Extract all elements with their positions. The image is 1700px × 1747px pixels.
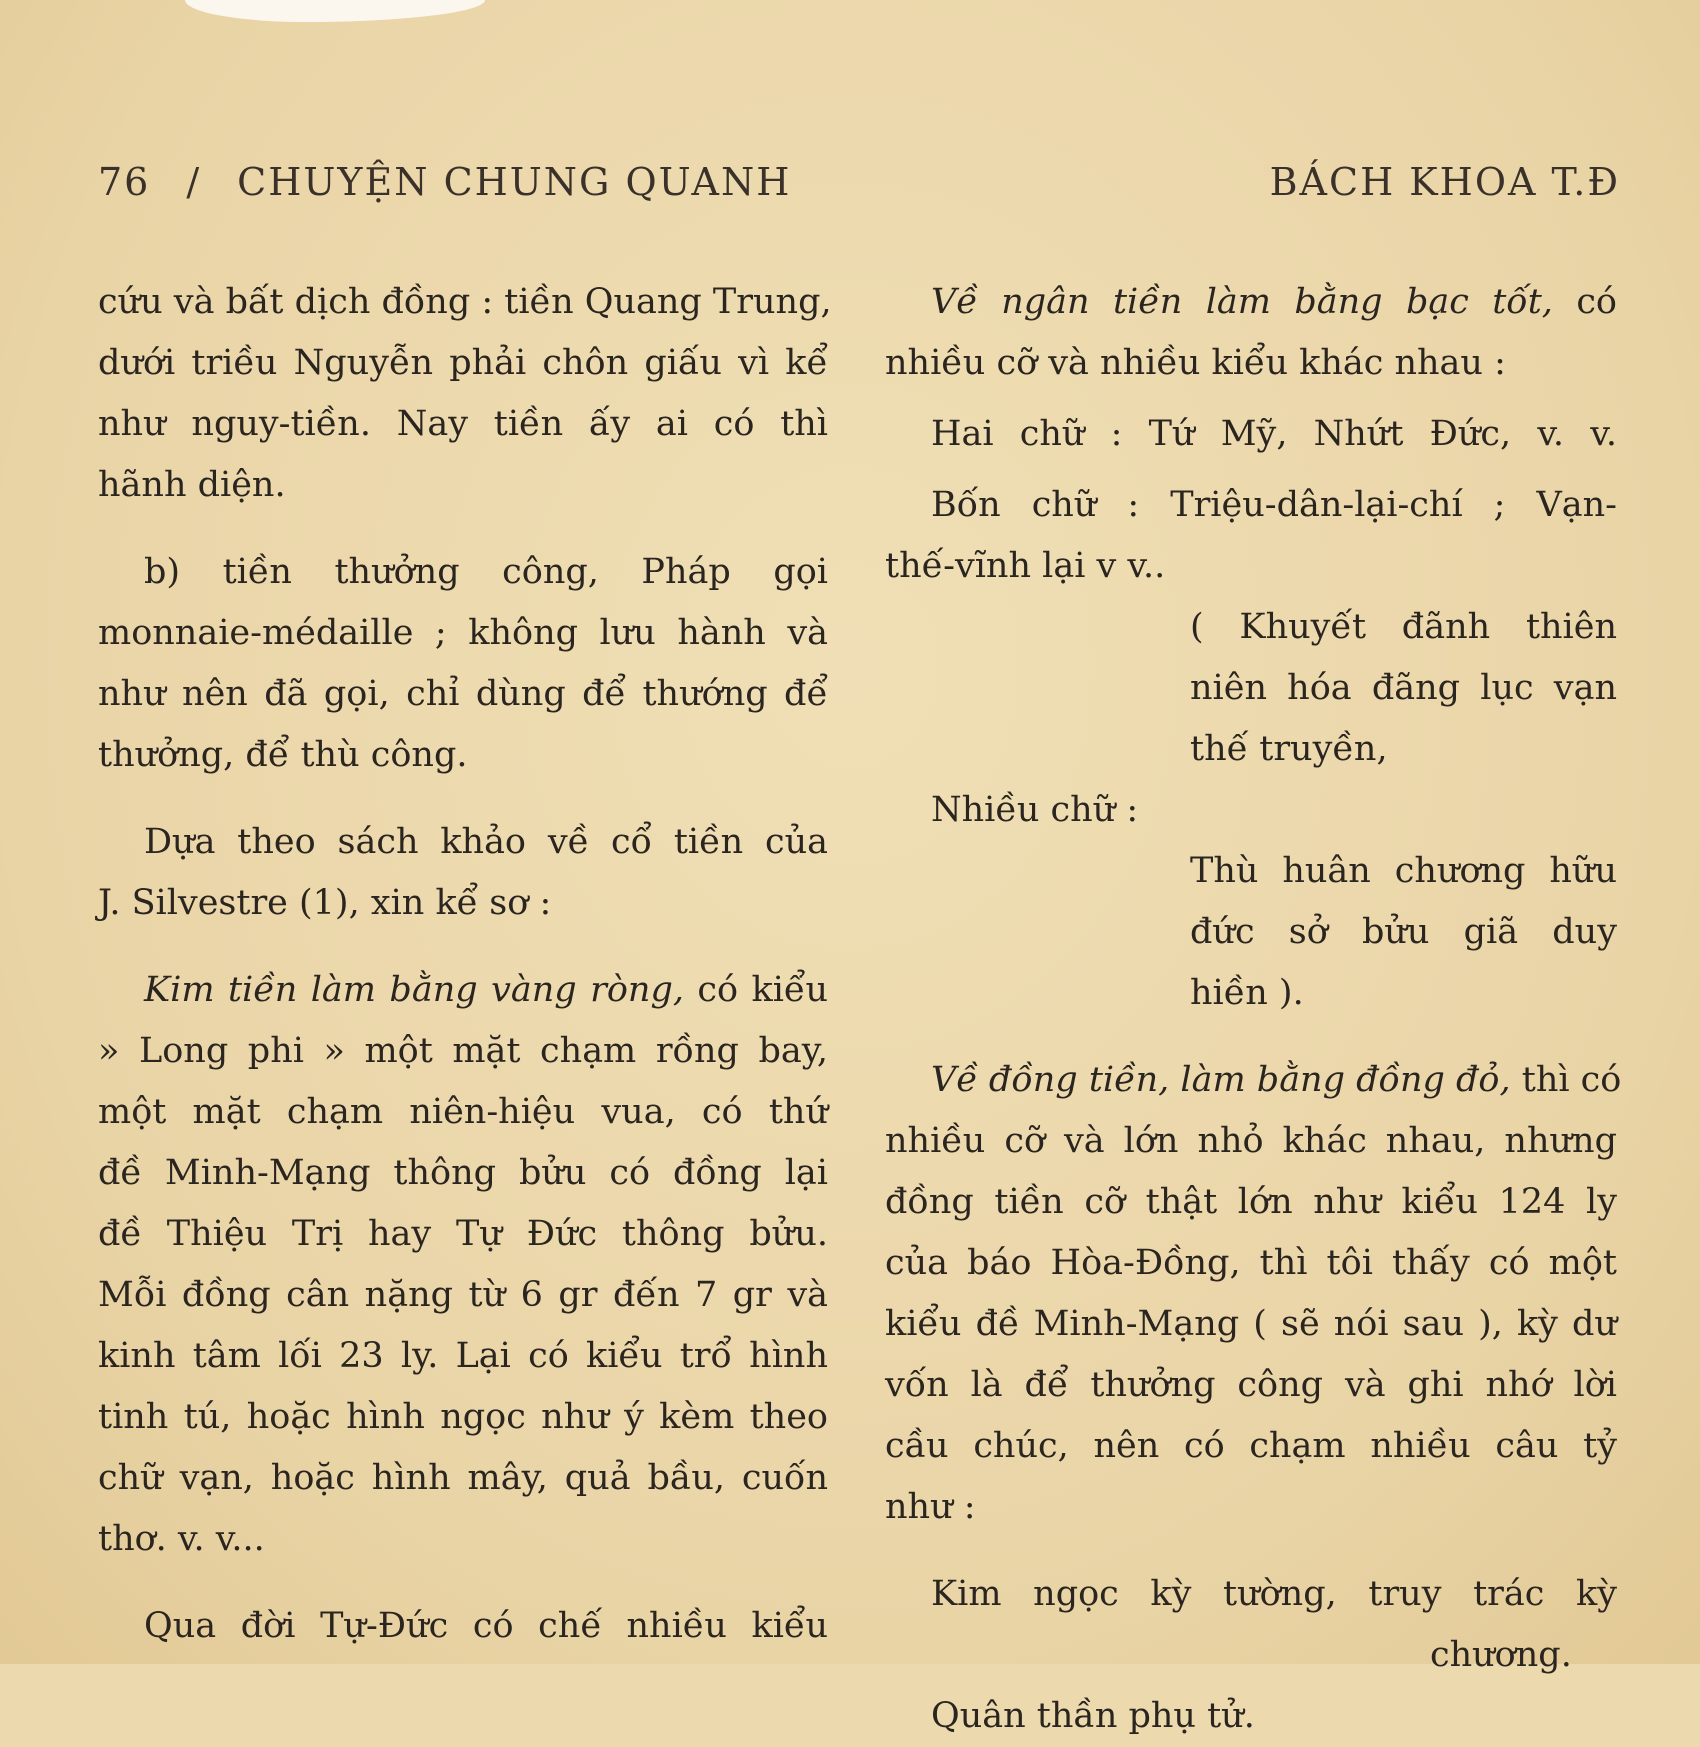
torn-paper-edge	[185, 0, 485, 22]
text-line: dưới triều Nguyễn phải chôn giấu vì kể	[98, 343, 828, 383]
right-text-column	[885, 272, 1622, 1747]
header-left	[98, 160, 791, 204]
paragraph-gap	[98, 516, 828, 542]
paragraph-gap	[98, 786, 828, 812]
section-title: CHUYỆN CHUNG QUANH	[237, 160, 792, 204]
paragraph-gap	[98, 934, 828, 960]
text-line: đồng tiền cỡ thật lớn như kiểu 124 ly	[885, 1182, 1617, 1222]
text-line: thế truyền,	[1190, 729, 1388, 769]
text-line: Dựa theo sách khảo về cổ tiền của	[144, 822, 828, 862]
italic-phrase: Kim tiền làm bằng vàng ròng,	[144, 970, 684, 1010]
line-text: thì có	[1510, 1060, 1622, 1100]
text-line: J. Silvestre (1), xin kể sơ :	[98, 883, 552, 923]
text-line	[885, 1050, 1622, 1111]
text-line: niên hóa đãng lục vạn	[1190, 668, 1617, 708]
text-line: Mỗi đồng cân nặng từ 6 gr đến 7 gr và	[98, 1275, 828, 1315]
text-line: Kim ngọc kỳ tường, truy trác kỳ	[931, 1574, 1617, 1614]
text-line: Thù huân chương hữu	[1190, 851, 1617, 891]
text-line: chữ vạn, hoặc hình mây, quả bầu, cuốn	[98, 1458, 828, 1498]
text-line: » Long phi » một mặt chạm rồng bay,	[98, 1031, 828, 1071]
text-line: cứu và bất dịch đồng : tiền Quang Trung,	[98, 282, 832, 322]
line-gap	[885, 465, 1617, 475]
text-line: Nhiều chữ :	[931, 790, 1139, 830]
text-line: đề Minh-Mạng thông bửu có đồng lại	[98, 1153, 828, 1193]
text-line: thơ. v. v...	[98, 1519, 265, 1559]
paragraph-gap	[98, 1570, 828, 1596]
text-line: kinh tâm lối 23 ly. Lại có kiểu trổ hình	[98, 1336, 828, 1376]
text-line: nhiều cỡ và nhiều kiểu khác nhau :	[885, 343, 1506, 383]
text-line: vốn là để thưởng công và ghi nhớ lời	[885, 1365, 1617, 1405]
text-line: Quân thần phụ tử.	[931, 1696, 1255, 1736]
text-line: ( Khuyết đãnh thiên	[1190, 607, 1617, 647]
text-line: đức sở bửu giã duy	[1190, 912, 1617, 952]
text-line: kiểu đề Minh-Mạng ( sẽ nói sau ), kỳ dư	[885, 1304, 1617, 1344]
text-line: hiền ).	[1190, 973, 1304, 1013]
text-line: thế-vĩnh lại v v..	[885, 546, 1166, 586]
text-line: monnaie-médaille ; không lưu hành và	[98, 613, 828, 653]
page-number: 76	[98, 160, 151, 204]
text-line: b) tiền thưởng công, Pháp gọi	[144, 552, 828, 592]
paragraph-gap	[885, 1538, 1617, 1564]
text-line: Bốn chữ : Triệu-dân-lại-chí ; Vạn-	[931, 485, 1617, 525]
running-header	[98, 160, 1620, 210]
text-line: như nên đã gọi, chỉ dùng để thướng để	[98, 674, 828, 714]
text-line: của báo Hòa-Đồng, thì tôi thấy có một	[885, 1243, 1617, 1283]
text-line: Qua đời Tự-Đức có chế nhiều kiểu	[144, 1606, 828, 1646]
text-line	[885, 272, 1617, 333]
header-separator: /	[186, 160, 202, 204]
line-gap	[885, 394, 1617, 404]
text-line: như nguy-tiền. Nay tiền ấy ai có thì	[98, 404, 828, 444]
text-line	[98, 960, 828, 1021]
text-line: Hai chữ : Tứ Mỹ, Nhứt Đức, v. v.	[931, 414, 1617, 454]
left-text-column	[98, 272, 832, 1657]
text-line: cầu chúc, nên có chạm nhiều câu tỷ	[885, 1426, 1617, 1466]
italic-phrase: Về đồng tiền, làm bằng đồng đỏ,	[931, 1060, 1511, 1100]
text-line: chương.	[1430, 1635, 1572, 1675]
publication-title: BÁCH KHOA T.Đ	[1269, 160, 1620, 204]
line-text: có kiểu	[683, 970, 829, 1010]
text-line: như :	[885, 1487, 976, 1527]
text-line: tinh tú, hoặc hình ngọc như ý kèm theo	[98, 1397, 828, 1437]
text-line: hãnh diện.	[98, 465, 286, 505]
text-line: một mặt chạm niên-hiệu vua, có thứ	[98, 1092, 828, 1132]
line-text: có	[1552, 282, 1617, 322]
text-line: đề Thiệu Trị hay Tự Đức thông bửu.	[98, 1214, 828, 1254]
italic-phrase: Về ngân tiền làm bằng bạc tốt,	[931, 282, 1553, 322]
text-line: thưởng, để thù công.	[98, 735, 468, 775]
paragraph-gap	[885, 1024, 1617, 1050]
text-line: nhiều cỡ và lớn nhỏ khác nhau, nhưng	[885, 1121, 1617, 1161]
